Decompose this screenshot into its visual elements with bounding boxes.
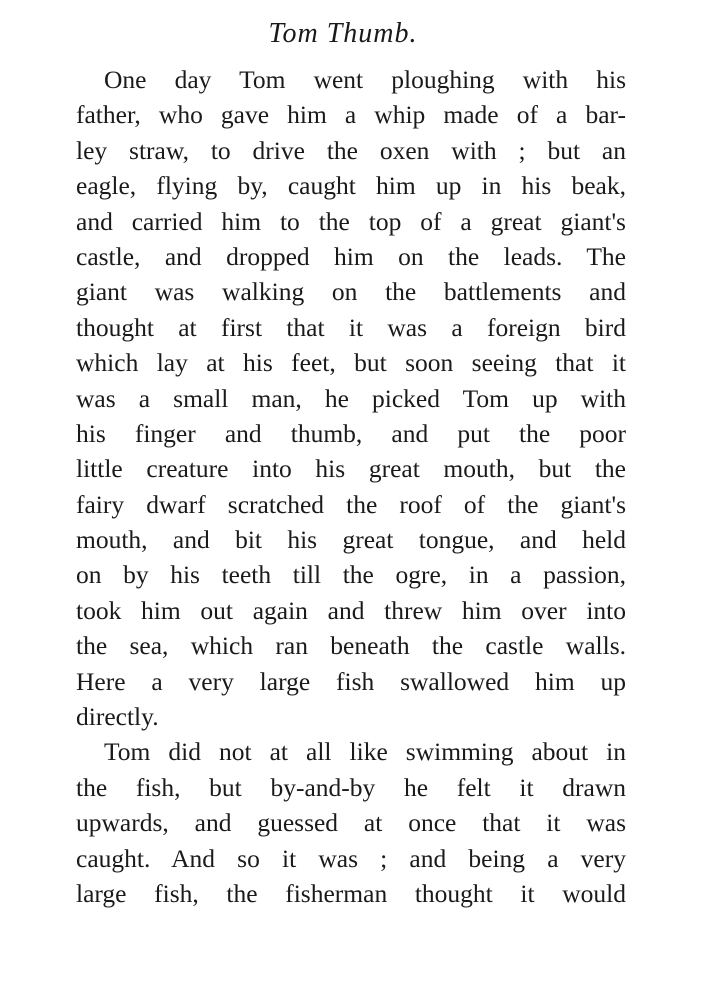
page-title: Tom Thumb. bbox=[268, 18, 418, 49]
text-line: little creature into his great mouth, but the bbox=[76, 454, 626, 484]
paragraph-2 bbox=[76, 734, 626, 911]
text-line: mouth, and bit his great tongue, and held bbox=[76, 525, 626, 555]
text-line: and carried him to the top of a great giant's bbox=[76, 206, 626, 236]
text-line: Tom did not at all like swimming about in bbox=[104, 737, 626, 767]
text-line: the fish, but by-and-by he felt it drawn bbox=[76, 772, 626, 802]
text-line: large fish, the fisherman thought it would bbox=[76, 878, 626, 908]
text-line: his finger and thumb, and put the poor bbox=[76, 418, 626, 448]
page-body bbox=[76, 62, 626, 911]
text-line: thought at first that it was a foreign bird bbox=[76, 312, 626, 342]
text-line: took him out again and threw him over into bbox=[76, 595, 626, 625]
text-line: was a small man, he picked Tom up with bbox=[76, 383, 626, 413]
text-line: giant was walking on the battlements and bbox=[76, 277, 626, 307]
text-line: One day Tom went ploughing with his bbox=[104, 65, 626, 94]
text-line: eagle, flying by, caught him up in his beak, bbox=[76, 171, 626, 201]
text-line: upwards, and guessed at once that it was bbox=[76, 808, 626, 838]
text-line: caught. And so it was ; and being a very bbox=[76, 843, 626, 873]
text-line: father, who gave him a whip made of a bar- bbox=[76, 100, 626, 130]
text-line: ley straw, to drive the oxen with ; but an bbox=[76, 135, 626, 165]
text-line: directly. bbox=[76, 702, 159, 732]
text-line: fairy dwarf scratched the roof of the giant's bbox=[76, 489, 626, 519]
paragraph-1 bbox=[76, 62, 626, 734]
text-line: castle, and dropped him on the leads. The bbox=[76, 241, 626, 271]
text-line: the sea, which ran beneath the castle walls. bbox=[76, 631, 626, 661]
text-line: Here a very large fish swallowed him up bbox=[76, 666, 626, 696]
text-line: which lay at his feet, but soon seeing that it bbox=[76, 348, 626, 378]
text-line: on by his teeth till the ogre, in a passion, bbox=[76, 560, 626, 590]
